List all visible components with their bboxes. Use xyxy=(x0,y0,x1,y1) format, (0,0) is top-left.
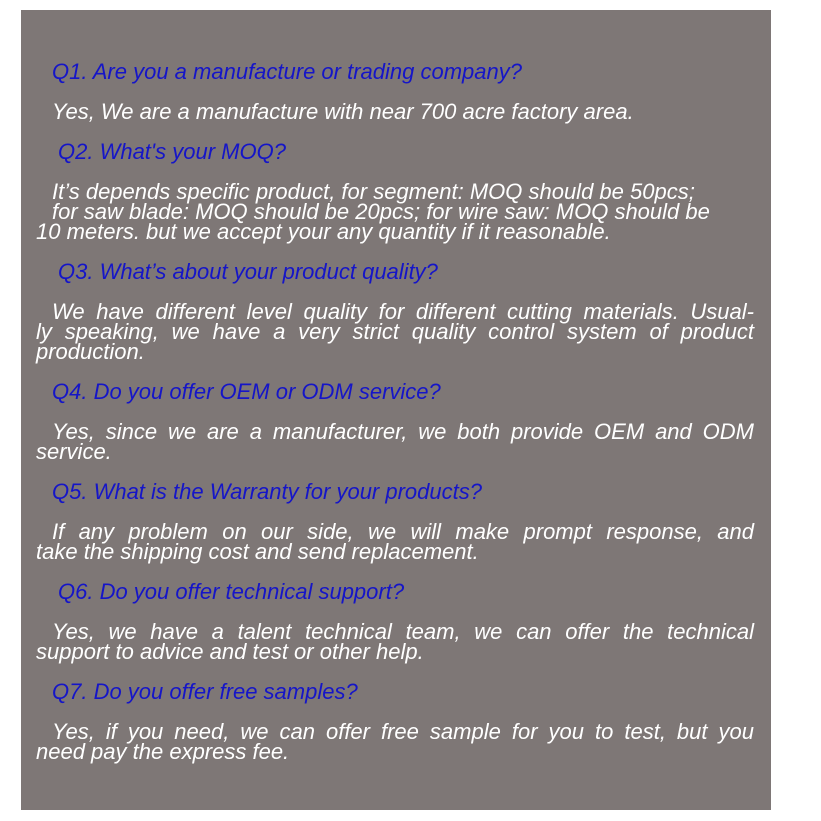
faq-answer-3-line-1: We have different level quality for different cutting materials. Usual- xyxy=(52,299,754,324)
faq-question-6: Q6. Do you offer technical support? xyxy=(58,579,405,604)
faq-answer-6-line-1: Yes, we have a talent technical team, we can offer the technical xyxy=(52,619,754,644)
faq-question-1: Q1. Are you a manufacture or trading company? xyxy=(52,59,522,84)
faq-answer-2-line-2: for saw blade: MOQ should be 20pcs; for wire saw: MOQ should be xyxy=(52,199,710,224)
faq-answer-7-line-1: Yes, if you need, we can offer free sample for you to test, but you xyxy=(52,719,754,744)
faq-answer-4-line-2: service. xyxy=(36,439,112,464)
faq-answer-5-line-2: take the shipping cost and send replacement. xyxy=(36,539,479,564)
faq-question-7: Q7. Do you offer free samples? xyxy=(52,679,358,704)
faq-answer-7-line-2: need pay the express fee. xyxy=(36,739,290,764)
faq-question-4: Q4. Do you offer OEM or ODM service? xyxy=(52,379,441,404)
faq-answer-1-line-1: Yes, We are a manufacture with near 700 acre factory area. xyxy=(52,99,634,124)
faq-answer-2-line-1: It’s depends specific product, for segment: MOQ should be 50pcs; xyxy=(52,179,695,204)
faq-question-2: Q2. What's your MOQ? xyxy=(58,139,286,164)
faq-answer-6-line-2: support to advice and test or other help. xyxy=(36,639,424,664)
faq-question-3: Q3. What’s about your product quality? xyxy=(58,259,438,284)
faq-question-5: Q5. What is the Warranty for your products? xyxy=(52,479,482,504)
faq-answer-3-line-2: ly speaking, we have a very strict quality control system of product xyxy=(36,319,754,344)
faq-answer-5-line-1: If any problem on our side, we will make prompt response, and xyxy=(52,519,754,544)
faq-answer-2-line-3: 10 meters. but we accept your any quantity if it reasonable. xyxy=(36,219,611,244)
faq-answer-3-line-3: production. xyxy=(36,339,145,364)
faq-answer-4-line-1: Yes, since we are a manufacturer, we both provide OEM and ODM xyxy=(52,419,754,444)
faq-panel xyxy=(21,10,771,810)
